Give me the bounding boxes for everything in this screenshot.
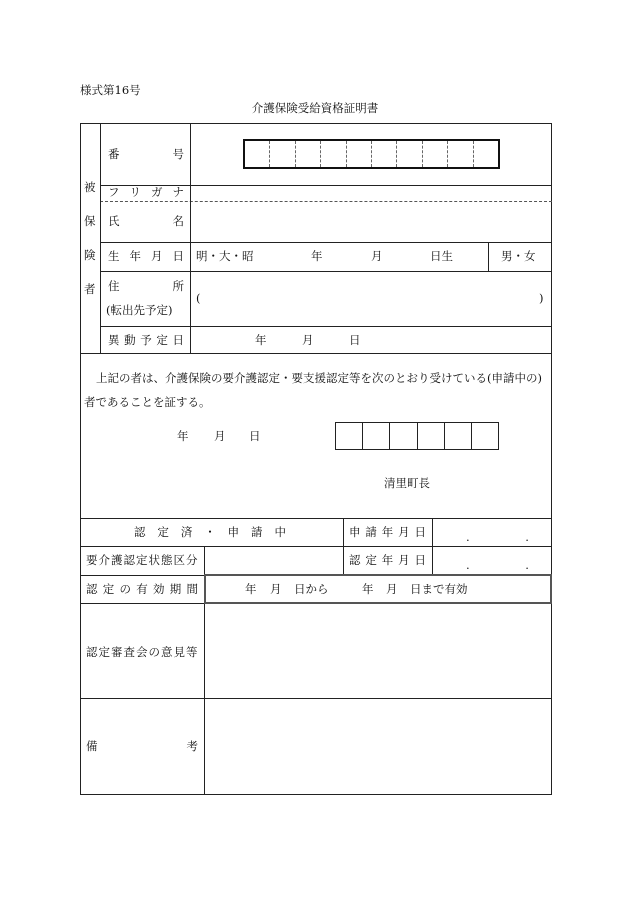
valid-year-from: 年 — [245, 582, 257, 596]
insured-label-char: 険 — [84, 248, 96, 262]
valid-month-from: 月 — [270, 582, 282, 596]
birth-label: 生 年 月 日 — [108, 249, 184, 263]
digit-cell[interactable] — [346, 141, 371, 167]
address-close-paren: ) — [539, 291, 544, 305]
digit-cell[interactable] — [396, 141, 421, 167]
valid-day-from: 日から — [294, 582, 329, 596]
remarks-label: 備 考 — [86, 739, 198, 753]
rule — [80, 698, 552, 699]
rule — [100, 185, 552, 186]
cert-day-unit: 日 — [249, 429, 261, 443]
insured-label-char: 者 — [84, 282, 96, 296]
digit-cell[interactable] — [422, 141, 447, 167]
rule — [100, 271, 552, 272]
date-cell[interactable] — [336, 423, 362, 449]
date-cell[interactable] — [471, 423, 498, 449]
digit-cell[interactable] — [473, 141, 498, 167]
rule — [100, 326, 552, 327]
care-level-label: 要介護認定状態区分 — [86, 553, 199, 567]
form-number: 様式第16号 — [80, 83, 141, 97]
apply-date-value[interactable]: . . — [466, 530, 555, 544]
cert-date-value[interactable]: . . — [466, 558, 555, 572]
move-date-label: 異 動 予 定 日 — [108, 333, 184, 347]
digit-cell[interactable] — [295, 141, 320, 167]
digit-cell[interactable] — [447, 141, 472, 167]
insured-label-char: 被 — [84, 180, 96, 194]
valid-year-to: 年 — [362, 582, 374, 596]
date-cell[interactable] — [444, 423, 471, 449]
cert-month-unit: 月 — [214, 429, 226, 443]
address-label: 住 所 — [108, 279, 184, 293]
address-sub-label: (転出先予定) — [106, 303, 173, 317]
rule — [80, 546, 552, 547]
move-month-unit: 月 — [302, 333, 314, 347]
status-label[interactable]: 認 定 済 ・ 申 請 中 — [134, 525, 286, 539]
rule — [100, 242, 552, 243]
name-label: 氏 名 — [108, 214, 184, 228]
rule — [80, 353, 552, 354]
number-label: 番 号 — [108, 147, 184, 161]
era-options[interactable]: 明・大・昭 — [196, 249, 254, 263]
birth-month-unit: 月 — [371, 249, 383, 263]
insured-label-char: 保 — [84, 214, 96, 228]
date-cell[interactable] — [362, 423, 389, 449]
rule — [80, 518, 552, 519]
valid-month-to: 月 — [386, 582, 398, 596]
rule-dashed — [100, 201, 552, 202]
cert-year-unit: 年 — [177, 429, 189, 443]
opinion-label: 認定審査会の意見等 — [86, 645, 199, 659]
cert-date-label: 認 定 年 月 日 — [349, 553, 426, 567]
rule — [343, 518, 344, 575]
address-open-paren: ( — [196, 291, 201, 305]
digit-cell[interactable] — [245, 141, 269, 167]
issuer: 清里町長 — [384, 476, 430, 490]
apply-date-label: 申 請 年 月 日 — [349, 525, 426, 539]
digit-cell[interactable] — [320, 141, 345, 167]
valid-day-to: 日まで有効 — [410, 582, 468, 596]
certification-text: 上記の者は、介護保険の要介護認定・要支援認定等を次のとおり受けている(申請中の)者であることを証する。 — [84, 371, 542, 409]
digit-cell[interactable] — [269, 141, 294, 167]
document-title: 介護保険受給資格証明書 — [251, 101, 379, 115]
rule — [100, 123, 101, 353]
birth-year-unit: 年 — [311, 249, 323, 263]
furigana-label: フ リ ガ ナ — [108, 185, 184, 199]
rule — [190, 123, 191, 353]
cert-date-boxes[interactable] — [335, 422, 499, 450]
insured-number-boxes[interactable] — [243, 139, 500, 169]
rule — [432, 518, 433, 575]
date-cell[interactable] — [389, 423, 416, 449]
digit-cell[interactable] — [371, 141, 396, 167]
rule — [488, 242, 489, 271]
move-day-unit: 日 — [349, 333, 361, 347]
sex-options[interactable]: 男・女 — [501, 249, 536, 263]
date-cell[interactable] — [417, 423, 444, 449]
birth-day-unit: 日生 — [430, 249, 453, 263]
valid-period-label: 認 定 の 有 効 期 間 — [86, 582, 198, 596]
move-year-unit: 年 — [255, 333, 267, 347]
